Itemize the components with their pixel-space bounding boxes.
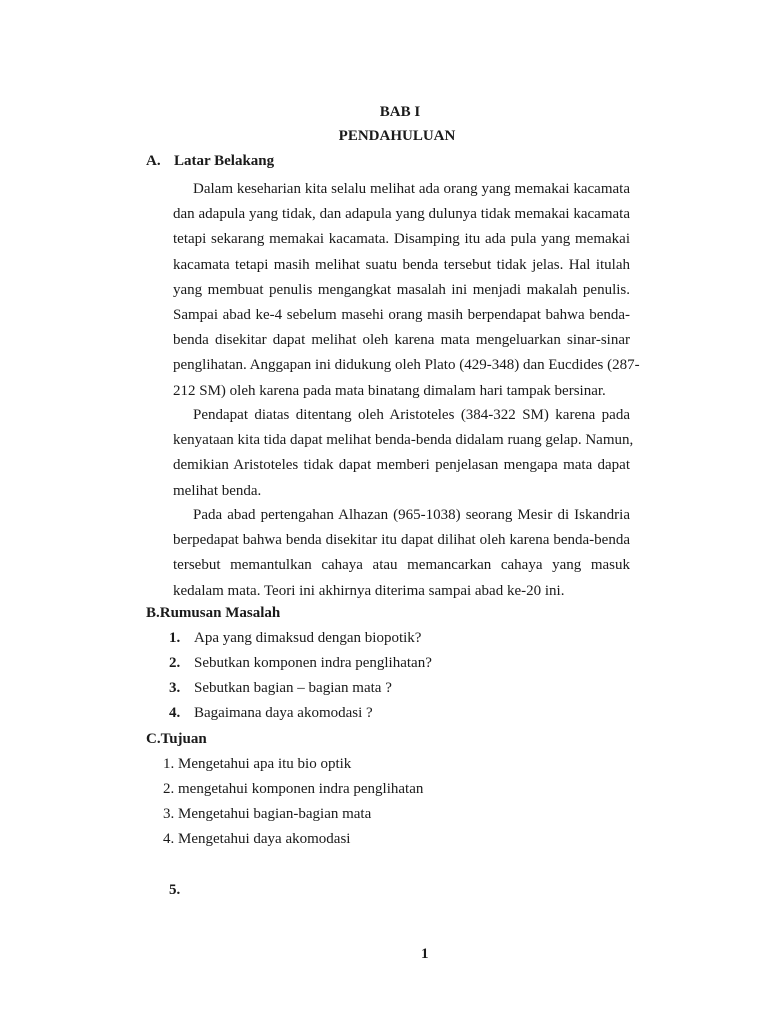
page-number: 1	[421, 946, 429, 962]
list-item-number: 2.	[169, 655, 181, 671]
list-item: 4. Mengetahui daya akomodasi	[163, 831, 351, 847]
list-item: 2. mengetahui komponen indra penglihatan	[163, 781, 424, 797]
section-b-title: B.Rumusan Masalah	[146, 605, 281, 621]
paragraph-line: Pada abad pertengahan Alhazan (965-1038) seorang Mesir di Iskandria	[193, 507, 630, 523]
chapter-title: PENDAHULUAN	[338, 128, 456, 144]
list-item: 1. Mengetahui apa itu bio optik	[163, 756, 352, 772]
list-item-number: 4.	[169, 705, 181, 721]
paragraph-line: Sampai abad ke-4 sebelum masehi orang masih berpendapat bahwa benda-	[173, 306, 630, 323]
paragraph-line: kenyataan kita tida dapat melihat benda-benda didalam ruang gelap. Namun,	[173, 432, 634, 449]
paragraph-line: melihat benda.	[173, 482, 262, 499]
paragraph-line: kacamata tetapi masih melihat suatu benda tersebut tidak jelas. Hal itulah	[173, 256, 630, 273]
list-item-number: 3.	[169, 680, 181, 696]
paragraph-line: tetapi sekarang memakai kacamata. Disamping itu ada pula yang memakai	[173, 231, 630, 248]
paragraph-latar-belakang-3	[173, 503, 630, 604]
paragraph-line: penglihatan. Anggapan ini didukung oleh Plato (429-348) dan Eucdides (287-	[173, 357, 640, 374]
paragraph-line: demikian Aristoteles tidak dapat memberi penjelasan mengapa mata dapat	[173, 457, 630, 474]
paragraph-latar-belakang-2	[173, 403, 634, 504]
list-item-text: Sebutkan komponen indra penglihatan?	[194, 655, 432, 671]
trailing-list-number: 5.	[169, 882, 181, 898]
paragraph-line: tersebut memantulkan cahaya atau memancarkan cahaya yang masuk	[173, 557, 630, 574]
section-a-marker: A.	[146, 153, 161, 169]
list-item-text: Apa yang dimaksud dengan biopotik?	[194, 630, 422, 646]
list-item-number: 1.	[169, 630, 181, 646]
paragraph-line: kedalam mata. Teori ini akhirnya diterima sampai abad ke-20 ini.	[173, 582, 565, 599]
paragraph-line: Dalam keseharian kita selalu melihat ada orang yang memakai kacamata	[193, 181, 630, 197]
paragraph-line: berpedapat bahwa benda disekitar itu dapat dilihat oleh karena benda-benda	[173, 532, 630, 549]
section-a-title: Latar Belakang	[174, 153, 275, 169]
paragraph-line: dan adapula yang tidak, dan adapula yang dulunya tidak memakai kacamata	[173, 206, 630, 223]
paragraph-line: Pendapat diatas ditentang oleh Aristoteles (384-322 SM) karena pada	[193, 407, 630, 423]
paragraph-line: benda disekitar dapat melihat oleh karena mata mengeluarkan sinar-sinar	[173, 332, 630, 349]
paragraph-latar-belakang-1	[173, 177, 640, 404]
paragraph-line: yang membuat penulis mengangkat masalah ini menjadi makalah penulis.	[173, 281, 630, 298]
list-item-text: Bagaimana daya akomodasi ?	[194, 705, 373, 721]
paragraph-line: 212 SM) oleh karena pada mata binatang dimalam hari tampak bersinar.	[173, 382, 606, 399]
section-c-title: C.Tujuan	[146, 731, 207, 747]
list-item: 3. Mengetahui bagian-bagian mata	[163, 806, 372, 822]
chapter-label: BAB I	[379, 104, 421, 120]
list-item-text: Sebutkan bagian – bagian mata ?	[194, 680, 392, 696]
